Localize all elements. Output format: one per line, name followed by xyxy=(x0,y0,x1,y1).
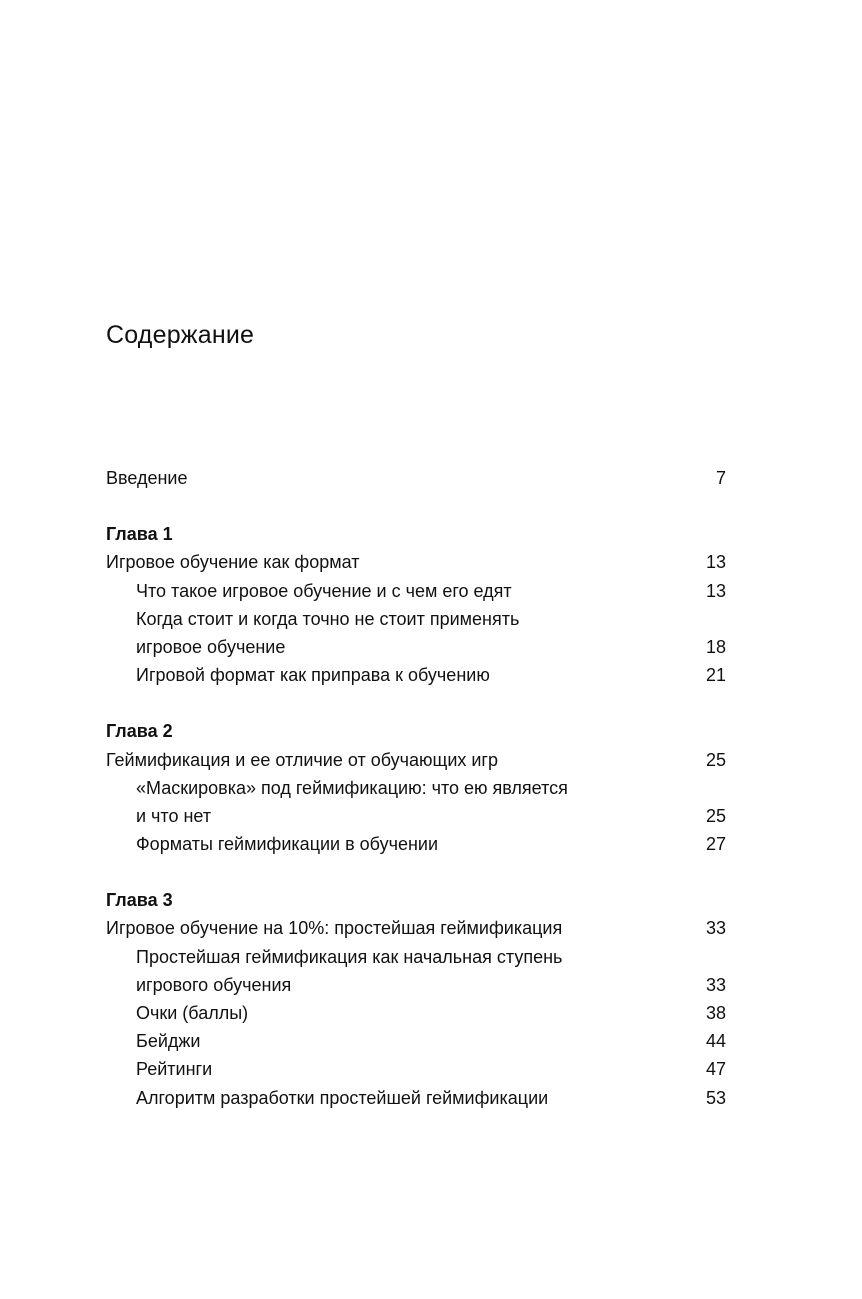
toc-page-number: 47 xyxy=(705,1059,726,1080)
toc-entry-sub-line[interactable] xyxy=(106,943,726,971)
toc-entry-sub[interactable] xyxy=(106,802,726,830)
toc-entry-label: Игровое обучение как формат xyxy=(106,552,360,573)
toc-entry-label: Алгоритм разработки простейшей геймификации xyxy=(136,1087,549,1108)
toc-entry-label: Простейшая геймификация как начальная ступень xyxy=(136,946,563,967)
toc-entry-chapter-title[interactable] xyxy=(106,914,726,942)
toc-entry-label: Форматы геймификации в обучении xyxy=(136,834,439,855)
toc-page-number: 44 xyxy=(705,1031,726,1052)
section-gap xyxy=(106,858,726,886)
toc-entry-sub-line[interactable] xyxy=(106,605,726,633)
toc-entry-label: Очки (баллы) xyxy=(136,1003,249,1023)
toc-entry-sub[interactable] xyxy=(106,830,726,858)
chapter-heading-label: Глава 2 xyxy=(106,721,173,742)
page-title: Содержание xyxy=(106,321,255,349)
toc-entry-label: Геймификация и ее отличие от обучающих игр xyxy=(106,749,499,770)
toc-entry-sub[interactable] xyxy=(106,1027,726,1055)
chapter-heading xyxy=(106,717,726,745)
toc-entry-sub[interactable] xyxy=(106,633,726,661)
toc-entry-sub[interactable] xyxy=(106,999,726,1027)
toc-entry-label: Игровое обучение на 10%: простейшая геймификация xyxy=(106,918,563,939)
toc-entry-sub[interactable] xyxy=(106,1084,726,1112)
toc-entry-label: Рейтинги xyxy=(136,1059,213,1080)
toc-entry-chapter-title[interactable] xyxy=(106,548,726,576)
toc-entry-label: Введение xyxy=(106,468,188,488)
chapter-heading-label: Глава 3 xyxy=(106,890,173,911)
toc-entry-label: и что нет xyxy=(136,805,212,826)
toc-page-number: 25 xyxy=(705,805,726,826)
toc-entry-sub[interactable] xyxy=(106,577,726,605)
toc-entry-label: «Маскировка» под геймификацию: что ею является xyxy=(136,777,568,798)
toc-page-number: 25 xyxy=(705,749,726,770)
toc-entry-label: игровое обучение xyxy=(136,636,286,657)
toc-page-number: 21 xyxy=(705,665,726,686)
toc-entry-label: Когда стоит и когда точно не стоит применять xyxy=(136,608,520,629)
toc-entry-sub[interactable] xyxy=(106,1055,726,1083)
toc-page-number: 13 xyxy=(705,552,726,573)
table-of-contents xyxy=(106,464,726,1112)
toc-page-number: 7 xyxy=(715,468,726,488)
toc-page-number: 33 xyxy=(705,918,726,939)
toc-page-number: 13 xyxy=(705,580,726,601)
toc-entry-intro[interactable] xyxy=(106,464,726,492)
section-gap xyxy=(106,689,726,717)
toc-page-number: 38 xyxy=(705,1003,726,1023)
section-gap xyxy=(106,492,726,520)
toc-page-number: 53 xyxy=(705,1087,726,1108)
toc-entry-label: Игровой формат как приправа к обучению xyxy=(136,665,490,686)
toc-entry-label: Что такое игровое обучение и с чем его едят xyxy=(136,580,512,601)
toc-entry-label: Бейджи xyxy=(136,1031,201,1052)
chapter-heading xyxy=(106,886,726,914)
toc-entry-sub[interactable] xyxy=(106,661,726,689)
toc-page-number: 27 xyxy=(705,834,726,855)
toc-entry-chapter-title[interactable] xyxy=(106,746,726,774)
toc-entry-sub-line[interactable] xyxy=(106,774,726,802)
toc-page-number: 33 xyxy=(705,974,726,995)
toc-entry-sub[interactable] xyxy=(106,971,726,999)
chapter-heading-label: Глава 1 xyxy=(106,524,173,545)
toc-entry-label: игрового обучения xyxy=(136,974,292,995)
toc-page-number: 18 xyxy=(705,636,726,657)
chapter-heading xyxy=(106,520,726,548)
